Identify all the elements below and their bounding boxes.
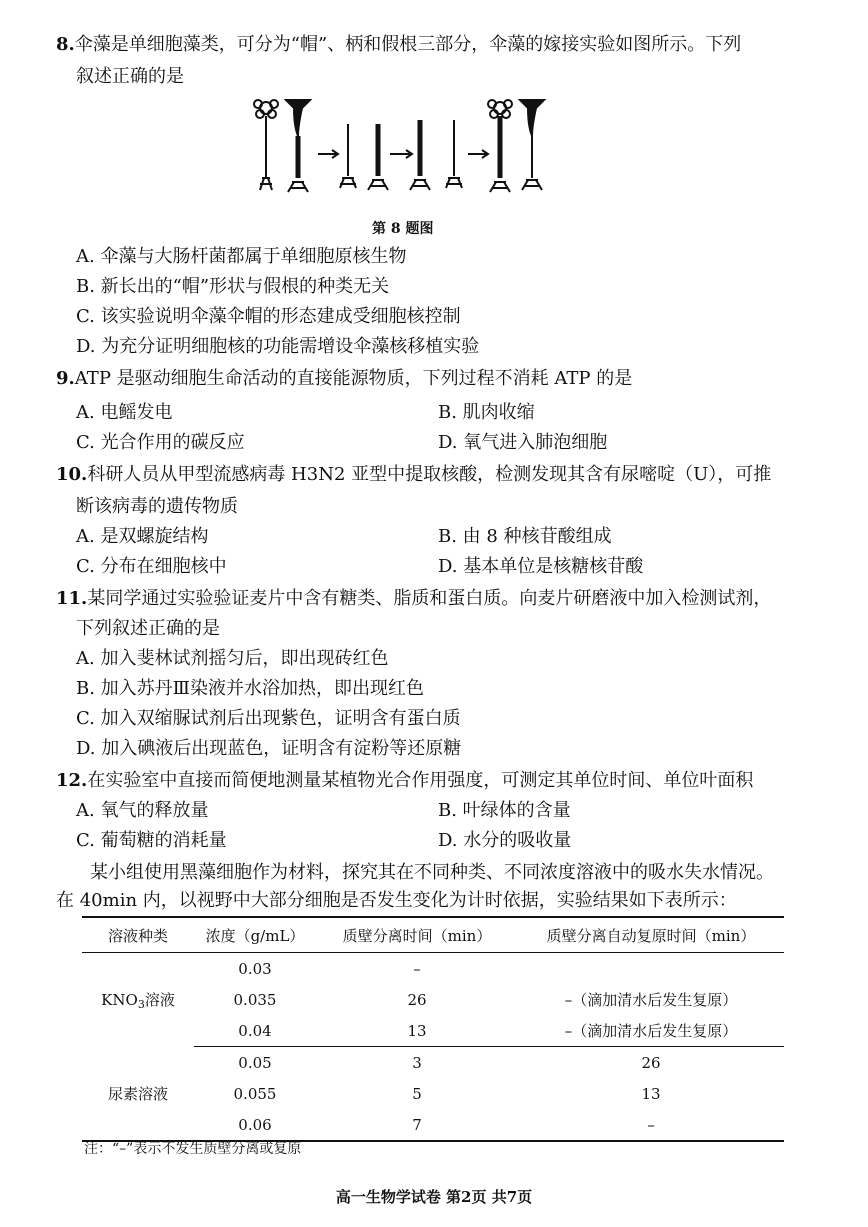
question-9-option-b: B. 肌肉收缩 xyxy=(438,402,535,423)
cell-recovery: 26 xyxy=(641,1053,661,1072)
table-note: 注：“–”表示不发生质壁分离或复原 xyxy=(84,1141,302,1157)
question-11-option-b: B. 加入苏丹Ⅲ染液并水浴加热，即出现红色 xyxy=(76,678,425,699)
question-8-option-a: A. 伞藻与大肠杆菌都属于单细胞原核生物 xyxy=(76,246,407,267)
header-recovery-time: 质壁分离自动复原时间（min） xyxy=(518,917,784,953)
stalk-light-icon xyxy=(340,124,356,188)
arrow-icon xyxy=(468,150,488,158)
question-9-option-a: A. 电鳐发电 xyxy=(76,402,173,423)
experiment-results-table xyxy=(82,916,784,1142)
page-footer: 高一生物学试卷 第2页 共7页 xyxy=(335,1188,533,1206)
header-separation-time: 质壁分离时间（min） xyxy=(316,917,518,953)
regenerated-flower-cap-icon xyxy=(488,100,512,192)
cell-concentration: 0.035 xyxy=(233,990,277,1009)
algae-flower-cap-icon xyxy=(254,100,278,190)
solution-kno3-label: $KNO_3$溶液 xyxy=(101,990,175,1011)
stalk-light-short-icon xyxy=(446,120,462,188)
cell-recovery: – xyxy=(518,1109,784,1141)
cell-concentration: 0.03 xyxy=(238,959,272,978)
question-8-stem-line2: 叙述正确的是 xyxy=(76,66,184,87)
question-11-option-a: A. 加入斐林试剂摇匀后，即出现砖红色 xyxy=(76,648,389,669)
question-12-stem: 12.在实验室中直接而简便地测量某植物光合作用强度，可测定其单位时间、单位叶面积 xyxy=(56,770,754,791)
question-8-stem-line1: 8.伞藻是单细胞藻类，可分为“帽”、柄和假根三部分，伞藻的嫁接实验如图所示。下列 xyxy=(56,34,742,55)
table-header-row xyxy=(82,917,784,953)
question-12-option-b: B. 叶绿体的含量 xyxy=(438,800,571,821)
cell-separation: 7 xyxy=(316,1109,518,1141)
grafting-experiment-figure xyxy=(248,96,558,206)
cell-separation: 5 xyxy=(412,1084,422,1103)
solution-urea-label: 尿素溶液 xyxy=(82,1047,194,1142)
cell-separation: 26 xyxy=(407,990,427,1009)
stalk-dark-icon xyxy=(368,124,388,190)
question-8-number: 8. xyxy=(56,34,75,55)
cell-recovery: –（滴加清水后发生复原） xyxy=(564,991,738,1009)
stalk-dark-short-icon xyxy=(410,120,430,190)
regenerated-umbrella-cap-icon xyxy=(520,100,544,190)
cell-recovery xyxy=(518,953,784,985)
cell-concentration: 0.06 xyxy=(194,1109,316,1141)
table-row xyxy=(82,953,784,985)
cell-concentration: 0.055 xyxy=(233,1084,277,1103)
cell-concentration: 0.05 xyxy=(238,1053,272,1072)
cell-recovery: 13 xyxy=(641,1084,661,1103)
question-9-option-c: C. 光合作用的碳反应 xyxy=(76,432,245,453)
header-solution-type: 溶液种类 xyxy=(82,917,194,953)
algae-umbrella-cap-icon xyxy=(286,100,310,192)
question-10-option-d: D. 基本单位是核糖核苷酸 xyxy=(438,556,644,577)
question-9-option-d: D. 氧气进入肺泡细胞 xyxy=(438,432,608,453)
question-8-option-d: D. 为充分证明细胞核的功能需增设伞藻核移植实验 xyxy=(76,336,480,357)
question-8-option-b: B. 新长出的“帽”形状与假根的种类无关 xyxy=(76,276,390,297)
cell-recovery: –（滴加清水后发生复原） xyxy=(518,1015,784,1047)
question-10-stem-line1: 10.科研人员从甲型流感病毒 H3N2 亚型中提取核酸，检测发现其含有尿嘧啶（U），可推 xyxy=(56,464,772,485)
question-10-option-a: A. 是双螺旋结构 xyxy=(76,526,209,547)
question-12-option-a: A. 氧气的释放量 xyxy=(76,800,209,821)
question-10-stem-line2: 断该病毒的遗传物质 xyxy=(76,496,238,517)
question-8-option-c: C. 该实验说明伞藻伞帽的形态建成受细胞核控制 xyxy=(76,306,461,327)
question-11-stem-line1: 11.某同学通过实验验证麦片中含有糖类、脂质和蛋白质。向麦片研磨液中加入检测试剂， xyxy=(56,588,772,609)
arrow-icon xyxy=(318,150,338,158)
cell-separation: – xyxy=(413,959,421,978)
cell-separation: 13 xyxy=(316,1015,518,1047)
question-12-option-c: C. 葡萄糖的消耗量 xyxy=(76,830,227,851)
passage-line-1: 某小组使用黑藻细胞作为材料，探究其在不同种类、不同浓度溶液中的吸水失水情况。 xyxy=(90,862,774,883)
cell-concentration: 0.04 xyxy=(194,1015,316,1047)
passage-line-2: 在 40min 内，以视野中大部分细胞是否发生变化为计时依据，实验结果如下表所示： xyxy=(56,890,737,911)
figure-caption: 第 8 题图 xyxy=(372,221,434,237)
question-11-option-d: D. 加入碘液后出现蓝色，证明含有淀粉等还原糖 xyxy=(76,738,462,759)
question-10-option-b: B. 由 8 种核苷酸组成 xyxy=(438,526,612,547)
question-10-option-c: C. 分布在细胞核中 xyxy=(76,556,227,577)
cell-separation: 3 xyxy=(412,1053,422,1072)
question-11-option-c: C. 加入双缩脲试剂后出现紫色，证明含有蛋白质 xyxy=(76,708,461,729)
question-11-stem-line2: 下列叙述正确的是 xyxy=(76,618,220,639)
arrow-icon xyxy=(390,150,412,158)
header-concentration: 浓度（g/mL） xyxy=(194,917,316,953)
question-12-option-d: D. 水分的吸收量 xyxy=(438,830,572,851)
question-9-stem: 9.ATP 是驱动细胞生命活动的直接能源物质，下列过程不消耗 ATP 的是 xyxy=(56,368,633,389)
table-row xyxy=(82,1047,784,1079)
